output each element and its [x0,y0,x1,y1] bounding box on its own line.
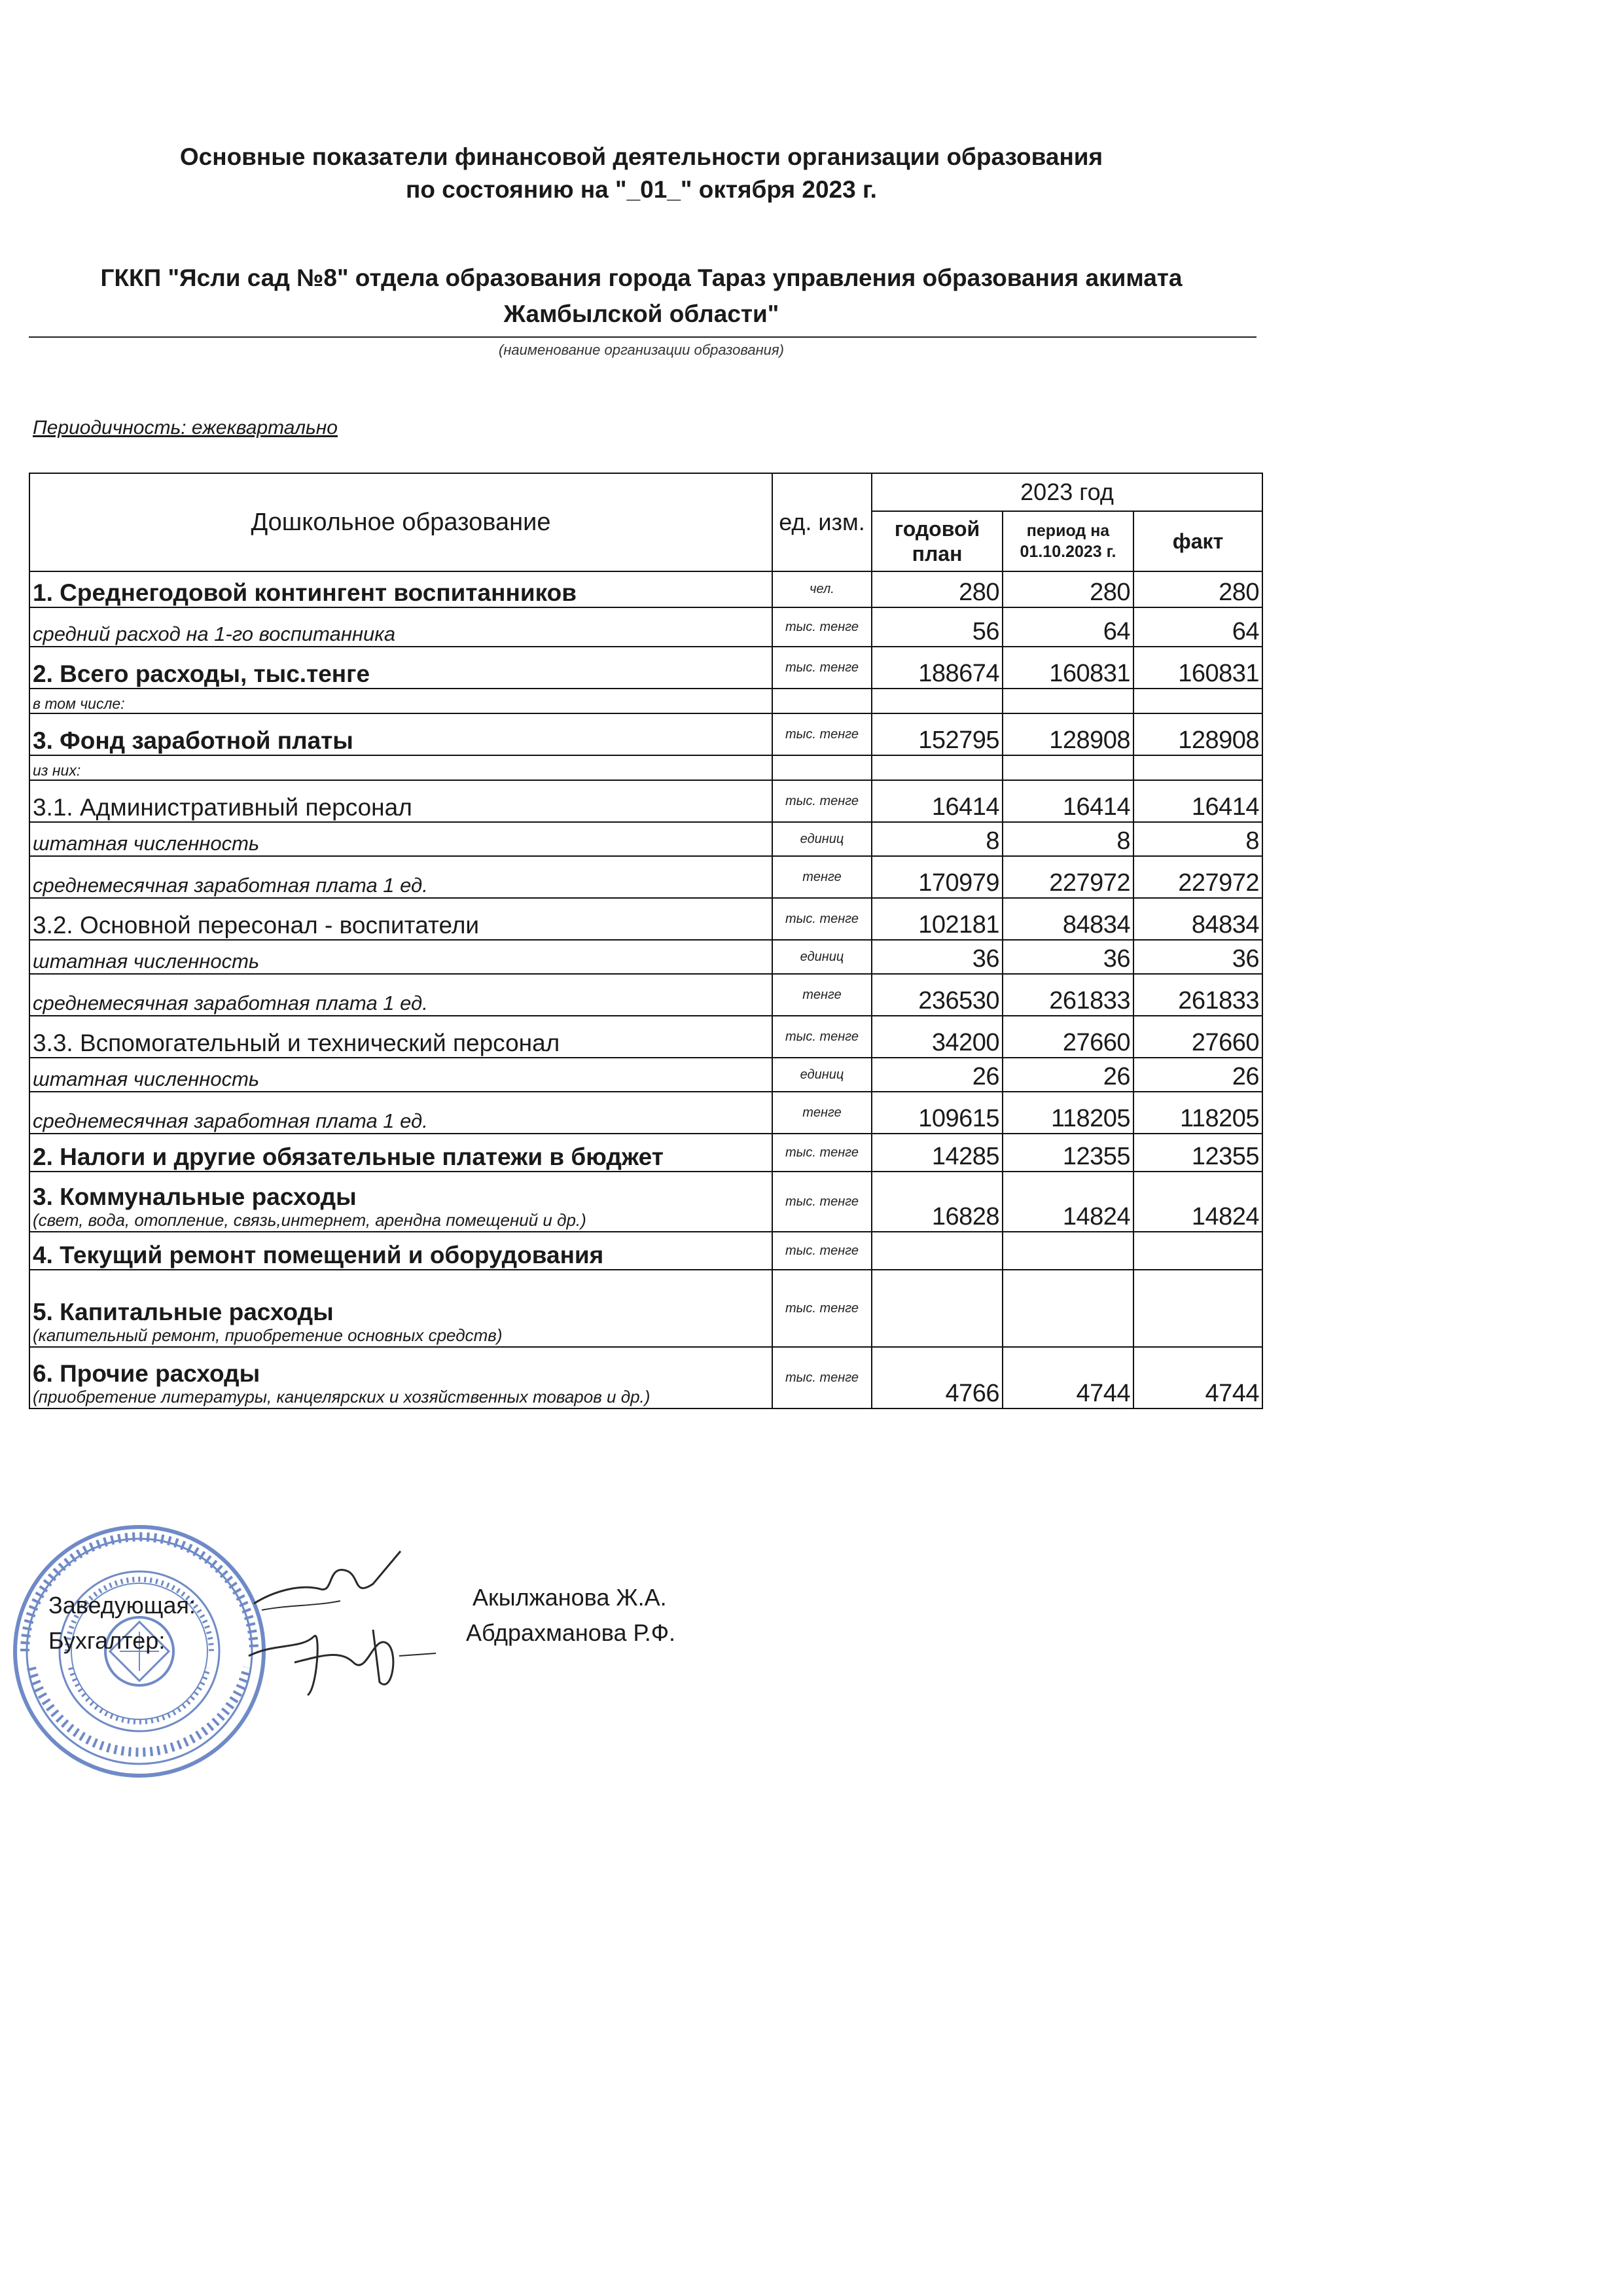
organization-name-line2: Жамбылской области" [503,300,779,327]
row-label: 3. Фонд заработной платы [33,727,353,754]
row-unit [772,689,872,713]
row-name [29,713,772,755]
organization-caption: (наименование организации образования) [499,342,784,358]
row-value-plan: 34200 [872,1016,1003,1058]
row-value-plan [872,755,1003,780]
row-value-period: 160831 [1003,647,1133,689]
row-name [29,1232,772,1270]
row-label: 3.2. Основной пересонал - воспитатели [33,912,480,939]
row-label: 3.1. Административный персонал [33,794,412,821]
row-value-fact: 16414 [1133,780,1262,822]
row-name [29,1016,772,1058]
row-label: 3.3. Вспомогательный и технический персонал [33,1030,560,1056]
row-value-fact [1133,1270,1262,1347]
row-unit: тыс. тенге [772,607,872,647]
row-name [29,940,772,974]
row-value-plan [872,1232,1003,1270]
row-name [29,780,772,822]
row-unit: тенге [772,974,872,1016]
row-value-plan: 16828 [872,1172,1003,1232]
row-value-plan: 170979 [872,856,1003,898]
row-label: 2. Налоги и другие обязательные платежи в бюджет [33,1143,664,1170]
row-value-fact: 14824 [1133,1172,1262,1232]
row-name [29,856,772,898]
row-unit: тыс. тенге [772,1134,872,1172]
financial-indicators-table [29,473,1263,1409]
row-name [29,1270,772,1347]
row-value-plan: 14285 [872,1134,1003,1172]
row-value-period: 27660 [1003,1016,1133,1058]
table-row [29,1058,1262,1092]
row-label: в том числе: [33,695,125,712]
table-row [29,571,1262,607]
row-value-period: 26 [1003,1058,1133,1092]
row-name [29,1172,772,1232]
row-value-fact: 12355 [1133,1134,1262,1172]
row-unit: тенге [772,856,872,898]
row-name [29,689,772,713]
header-year: 2023 год [872,473,1262,511]
row-value-period [1003,1232,1133,1270]
row-value-fact: 128908 [1133,713,1262,755]
table-row [29,974,1262,1016]
table-row [29,755,1262,780]
row-value-period: 64 [1003,607,1133,647]
row-name [29,571,772,607]
row-value-fact [1133,689,1262,713]
row-name [29,974,772,1016]
table-row [29,689,1262,713]
row-value-plan: 26 [872,1058,1003,1092]
header-annual-plan: годовой план [872,511,1003,571]
row-value-fact: 227972 [1133,856,1262,898]
head-signature [249,1545,406,1623]
table-row [29,940,1262,974]
row-name [29,647,772,689]
row-value-period: 84834 [1003,898,1133,940]
row-value-plan: 56 [872,607,1003,647]
row-label: штатная численность [33,1067,260,1090]
row-value-period: 261833 [1003,974,1133,1016]
row-value-period: 227972 [1003,856,1133,898]
row-value-plan: 188674 [872,647,1003,689]
row-value-period: 16414 [1003,780,1133,822]
header-section: Дошкольное образование [29,473,772,571]
accountant-signature [242,1617,438,1708]
row-unit: чел. [772,571,872,607]
row-value-period [1003,755,1133,780]
row-value-plan: 236530 [872,974,1003,1016]
table-row [29,1016,1262,1058]
row-unit: единиц [772,940,872,974]
table-row [29,1347,1262,1408]
row-unit: тыс. тенге [772,1172,872,1232]
row-label: среднемесячная заработная плата 1 ед. [33,874,428,897]
row-name [29,1347,772,1408]
row-unit: тыс. тенге [772,1232,872,1270]
table-row [29,607,1262,647]
row-value-fact: 261833 [1133,974,1262,1016]
row-label: штатная численность [33,950,260,973]
row-value-fact: 26 [1133,1058,1262,1092]
row-value-fact: 280 [1133,571,1262,607]
accountant-name: Абдрахманова Р.Ф. [466,1619,676,1646]
row-name [29,755,772,780]
row-unit: единиц [772,1058,872,1092]
row-label: среднемесячная заработная плата 1 ед. [33,992,428,1014]
row-value-plan [872,689,1003,713]
row-value-plan: 36 [872,940,1003,974]
row-sublabel: (капительный ремонт, приобретение основных средств) [33,1325,503,1345]
row-value-plan: 109615 [872,1092,1003,1134]
header-unit: ед. изм. [772,473,872,571]
table-row [29,856,1262,898]
row-name [29,1058,772,1092]
accountant-label: Бухгалтер: [48,1627,166,1654]
row-value-fact: 84834 [1133,898,1262,940]
header-fact: факт [1133,511,1262,571]
row-value-period: 36 [1003,940,1133,974]
row-value-plan [872,1270,1003,1347]
table-row [29,1092,1262,1134]
table-row [29,1270,1262,1347]
row-value-plan: 102181 [872,898,1003,940]
periodicity-label: Периодичность: ежеквартально [33,417,338,439]
row-unit: тыс. тенге [772,1016,872,1058]
row-unit: единиц [772,822,872,856]
organization-underline [29,336,1257,338]
row-value-period: 8 [1003,822,1133,856]
row-unit: тыс. тенге [772,780,872,822]
row-value-fact [1133,755,1262,780]
table-row [29,780,1262,822]
row-label: штатная численность [33,832,260,855]
row-value-period: 280 [1003,571,1133,607]
row-name [29,898,772,940]
row-label: из них: [33,762,81,779]
row-label: 6. Прочие расходы [33,1360,260,1387]
row-name [29,1134,772,1172]
row-label: 2. Всего расходы, тыс.тенге [33,660,370,687]
row-value-fact: 27660 [1133,1016,1262,1058]
row-label: среднемесячная заработная плата 1 ед. [33,1109,428,1132]
row-unit: тыс. тенге [772,1347,872,1408]
head-label: Заведующая: [48,1592,196,1619]
row-value-fact: 4744 [1133,1347,1262,1408]
row-value-period: 14824 [1003,1172,1133,1232]
header-period: период на 01.10.2023 г. [1003,511,1133,571]
table-row [29,1172,1262,1232]
row-name [29,607,772,647]
row-label: 5. Капитальные расходы [33,1299,334,1325]
row-value-plan: 152795 [872,713,1003,755]
report-date: по состоянию на "_01_" октября 2023 г. [406,176,877,203]
row-name [29,1092,772,1134]
row-value-fact: 64 [1133,607,1262,647]
row-sublabel: (приобретение литературы, канцелярских и хозяйственных товаров и др.) [33,1387,651,1407]
row-label: 3. Коммунальные расходы [33,1183,357,1210]
row-unit [772,755,872,780]
table-row [29,647,1262,689]
row-unit: тыс. тенге [772,713,872,755]
organization-name-line1: ГККП "Ясли сад №8" отдела образования города Тараз управления образования акимата [100,264,1183,291]
table-row [29,713,1262,755]
row-value-fact [1133,1232,1262,1270]
report-title: Основные показатели финансовой деятельности организации образования [179,143,1103,170]
row-label: 4. Текущий ремонт помещений и оборудования [33,1242,604,1268]
row-value-fact: 118205 [1133,1092,1262,1134]
row-unit: тыс. тенге [772,898,872,940]
row-value-period: 4744 [1003,1347,1133,1408]
row-unit: тенге [772,1092,872,1134]
row-label: 1. Среднегодовой контингент воспитанников [33,579,577,606]
row-unit: тыс. тенге [772,647,872,689]
row-value-period [1003,689,1133,713]
table-row [29,822,1262,856]
row-label: средний расход на 1-го воспитанника [33,622,396,645]
row-value-plan: 8 [872,822,1003,856]
row-value-period [1003,1270,1133,1347]
row-value-plan: 280 [872,571,1003,607]
row-value-fact: 36 [1133,940,1262,974]
row-value-plan: 16414 [872,780,1003,822]
row-sublabel: (свет, вода, отопление, связь,интернет, арендна помещений и др.) [33,1210,586,1230]
table-row [29,1134,1262,1172]
row-name [29,822,772,856]
row-value-period: 12355 [1003,1134,1133,1172]
table-row [29,1232,1262,1270]
row-value-fact: 160831 [1133,647,1262,689]
row-value-plan: 4766 [872,1347,1003,1408]
row-unit: тыс. тенге [772,1270,872,1347]
row-value-period: 128908 [1003,713,1133,755]
head-name: Акылжанова Ж.А. [473,1584,667,1611]
table-header-row [29,473,1262,511]
row-value-fact: 8 [1133,822,1262,856]
table-row [29,898,1262,940]
row-value-period: 118205 [1003,1092,1133,1134]
